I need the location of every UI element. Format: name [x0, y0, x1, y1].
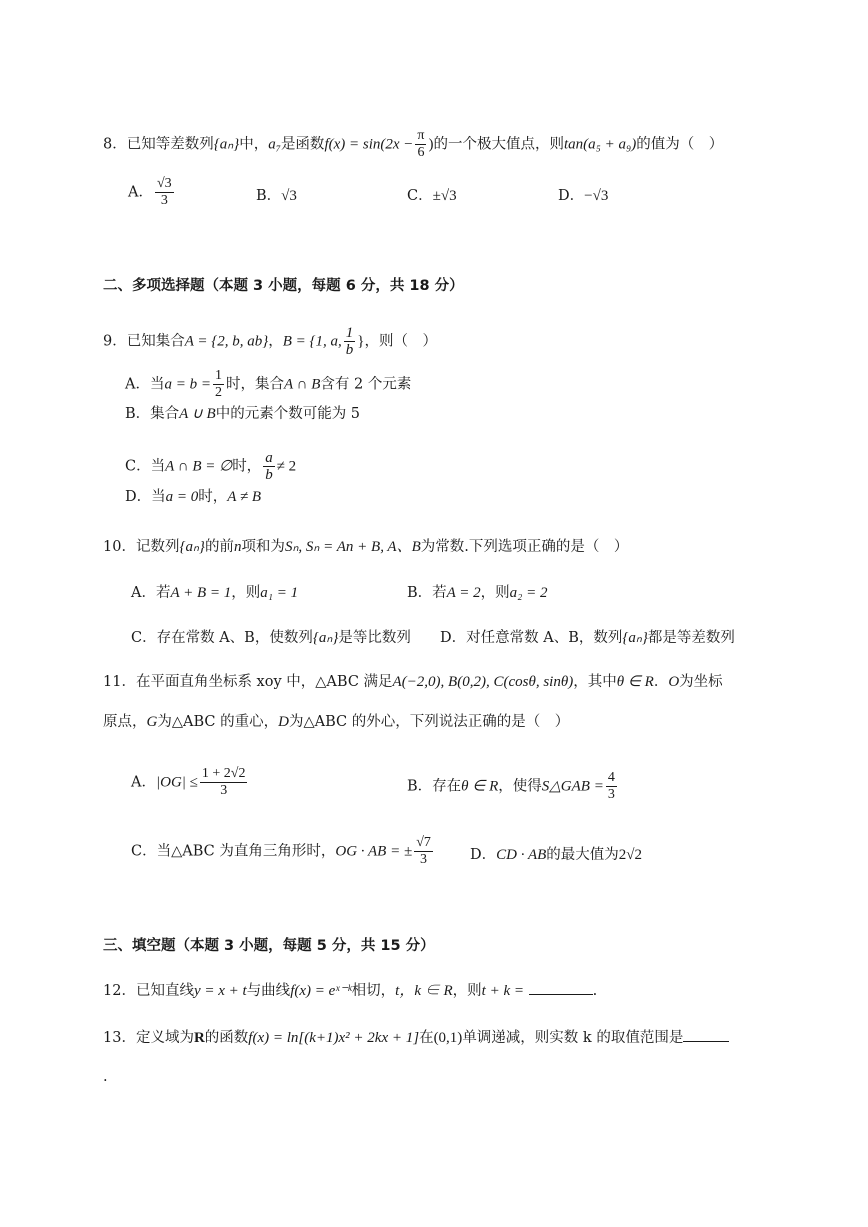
q9-option-c: C．当A ∩ B = ∅时， $\frac{a}{b}$ ≠ 2: [125, 450, 297, 483]
q9-set-b: B = {1, a,: [282, 333, 342, 350]
q8-sequence: {aₙ}: [213, 136, 240, 153]
q8-option-b: B．√3: [256, 188, 297, 204]
section-3-heading: 三、填空题（本题 3 小题，每题 5 分，共 15 分）: [103, 938, 435, 954]
q8-option-c: C．±√3: [407, 188, 457, 204]
q10-option-a: A．若A + B = 1，则a₁ = 1: [131, 585, 299, 601]
q13-answer-blank[interactable]: [683, 1027, 729, 1042]
q8-text: 中，: [239, 136, 269, 153]
q8-tan-expression: tan(a₅ + a₉): [563, 136, 637, 153]
q8-pi-over-6: $\frac{\pi}{6}$: [417, 128, 425, 160]
question-8: 8．已知等差数列{aₙ}中，a₇是函数f(x) = sin(2x − $\frac{\pi}{6}$ )的一个极大值点，则tan(a₅ + a₉)的值为（ ）: [103, 128, 724, 160]
q11-option-c: C．当△ABC 为直角三角形时，OG · AB = ± $\frac{√7}{3}$: [131, 835, 431, 867]
question-13: 13．定义域为R的函数f(x) = ln[(k+1)x² + 2kx + 1]在(0,1)单调递减，则实数 k 的取值范围是: [103, 1027, 729, 1048]
q11-option-a: A．|OG| ≤ $\frac{1 + 2√2}{3}$: [131, 766, 246, 798]
q8-text: 的一个极大值点，则: [433, 136, 564, 153]
q8-option-a: A． $\frac{√3}{3}$: [128, 176, 172, 208]
q9-option-d: D．当a = 0时，A ≠ B: [125, 489, 262, 505]
question-12: 12．已知直线y = x + t与曲线f(x) = eˣ⁻ᵏ相切，t，k ∈ R，则t + k = .: [103, 980, 597, 1001]
question-10: 10．记数列{aₙ}的前n项和为Sₙ, Sₙ = An + B, A、B为常数.下列选项正确的是（ ）: [103, 539, 629, 555]
q10-option-c: C．存在常数 A、B，使数列{aₙ}是等比数列: [131, 630, 411, 646]
q11-option-b: B．存在θ ∈ R，使得S△GAB = $\frac{4}{3}$: [407, 770, 615, 802]
q8-text: 是函数: [280, 136, 325, 153]
q8-text: 8．已知等差数列: [103, 136, 214, 153]
q10-option-d: D．对任意常数 A、B，数列{aₙ}都是等差数列: [440, 630, 735, 646]
q8-text: 的值为（ ）: [636, 136, 724, 153]
q12-answer-blank[interactable]: [529, 980, 593, 995]
section-2-heading: 二、多项选择题（本题 3 小题，每题 6 分，共 18 分）: [103, 278, 464, 294]
q13-tail: .: [103, 1069, 108, 1085]
question-9: 9．已知集合A = {2, b, ab}，B = {1, a, $\frac{1}{b}$ }，则（ ）: [103, 325, 437, 358]
q9-option-a: A．当a = b = $\frac{1}{2}$ 时，集合A ∩ B含有 2 个元素: [125, 368, 412, 400]
q9-set-a: A = {2, b, ab}: [184, 333, 269, 350]
q11-option-d: D．CD · AB的最大值为2√2: [470, 847, 643, 863]
question-11-line-2: 原点，G为△ABC 的重心，D为△ABC 的外心，下列说法正确的是（ ）: [103, 714, 570, 730]
q8-option-d: D．−√3: [558, 188, 609, 204]
q8-a7: a₇: [268, 136, 281, 153]
question-11-line-1: 11．在平面直角坐标系 xoy 中，△ABC 满足A(−2,0), B(0,2), C(cosθ, sinθ)，其中θ ∈ R．O为坐标: [103, 674, 723, 690]
q9-option-b: B．集合A ∪ B中的元素个数可能为 5: [125, 406, 361, 422]
q10-option-b: B．若A = 2，则a₂ = 2: [407, 585, 548, 601]
q8-function: f(x) = sin(2x −: [324, 136, 414, 153]
